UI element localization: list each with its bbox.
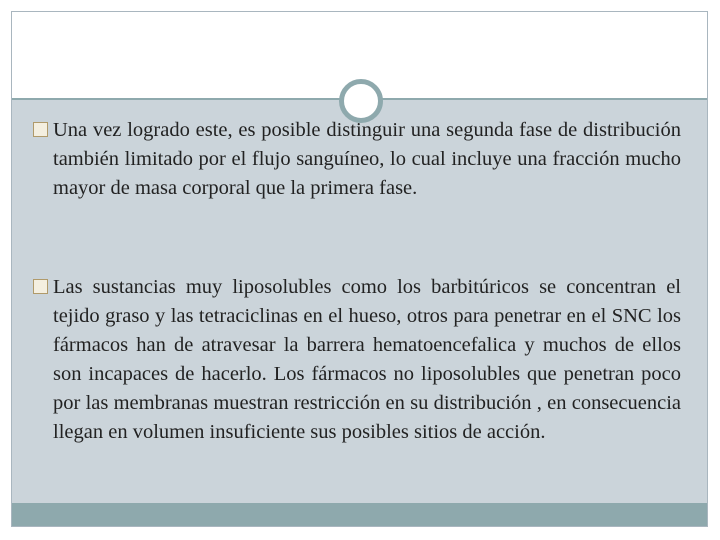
square-bullet-icon <box>33 122 48 137</box>
square-bullet-icon <box>33 279 48 294</box>
bullet-item-1 <box>33 116 708 203</box>
bullet-item-2 <box>33 273 708 447</box>
bullet-text: Una vez logrado este, es posible distinguir una segunda fase de distribución también limitado por el flujo sanguíneo, lo cual incluye una fracción mucho mayor de masa corporal que la primera fase. <box>53 119 681 199</box>
footer-band <box>12 503 707 526</box>
bullet-text: Las sustancias muy liposolubles como los barbitúricos se concentran el tejido graso y las tetraciclinas en el hueso, otros para penetrar en el SNC los fármacos han de atravesar la barrera hematoencefalica y muchos de ellos son incapaces de hacerlo. Los fármacos no liposolubles que penetran poco por las membranas muestran restricción en su distribución , en consecuencia llegan en volumen insuficiente sus posibles sitios de acción. <box>53 276 681 443</box>
